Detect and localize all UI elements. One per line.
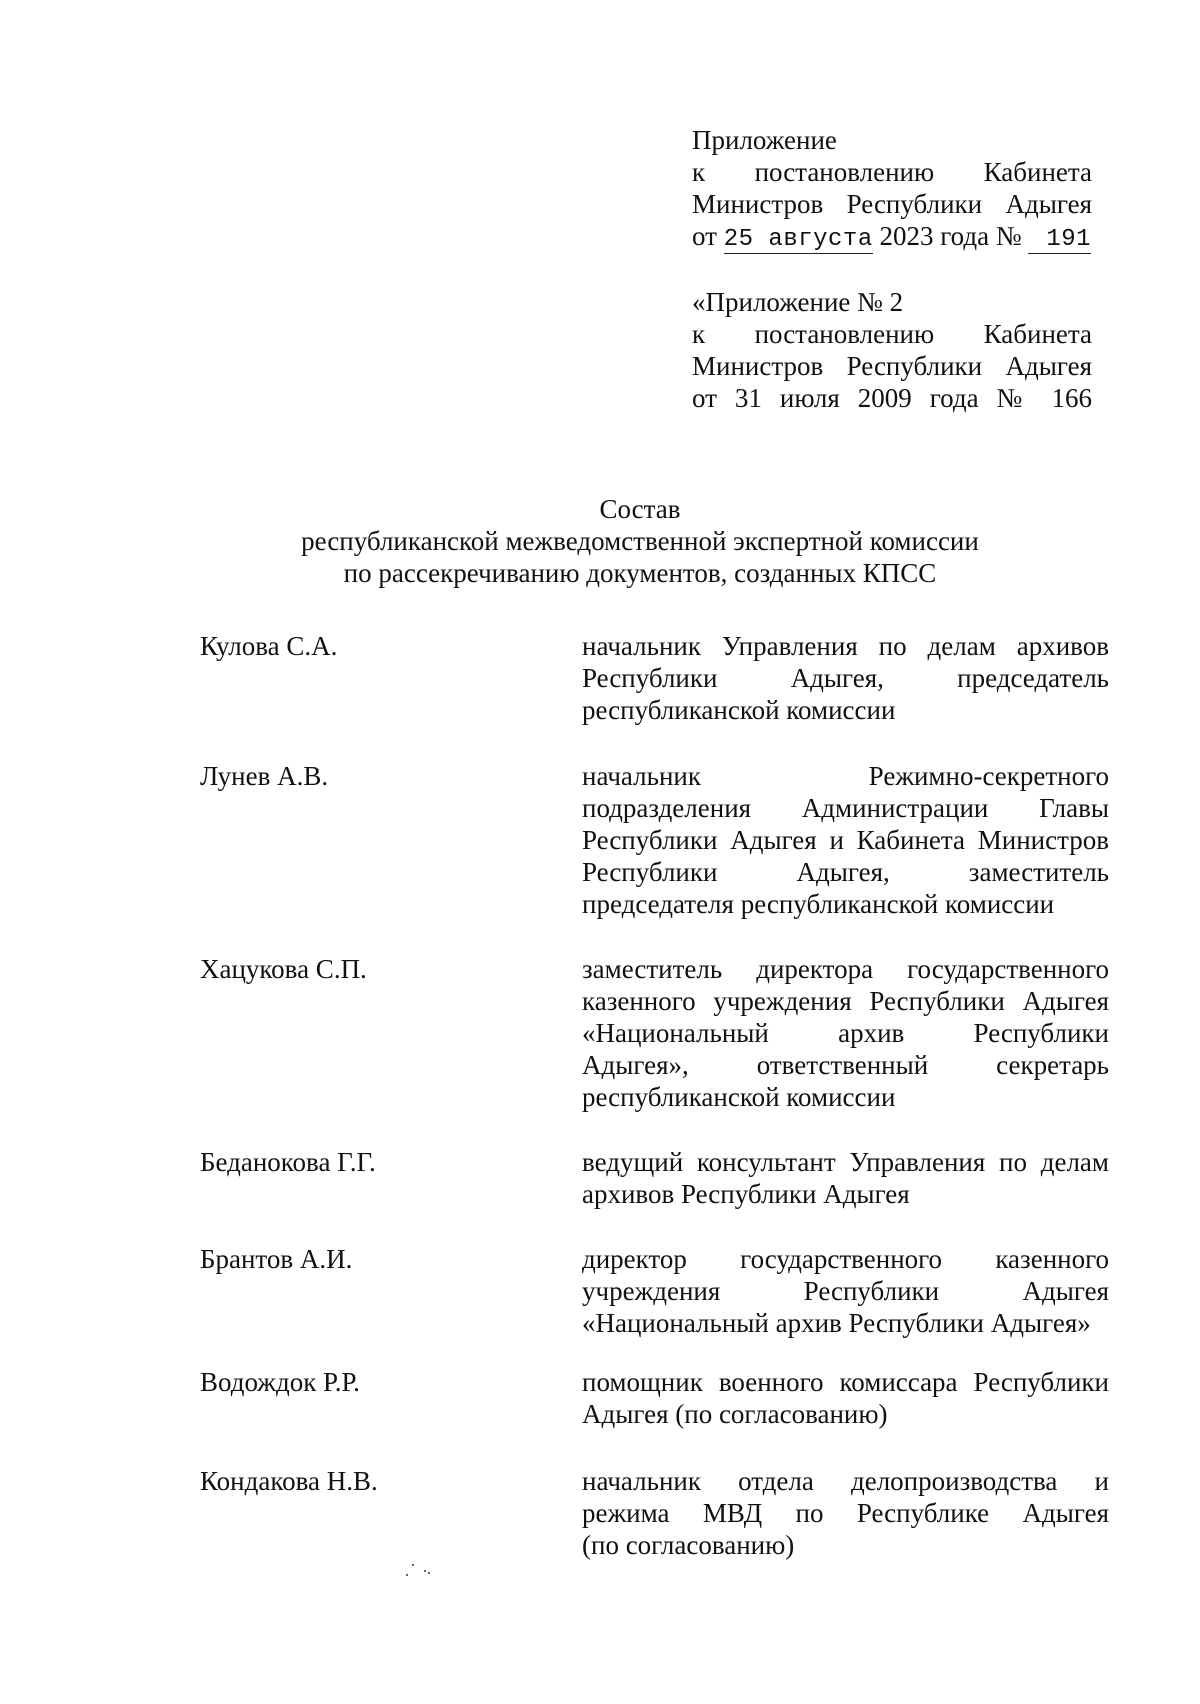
title-line-composition: Состав [599,494,681,524]
member-role [582,1465,1109,1561]
member-role-line: республиканской комиссии [582,1082,896,1112]
appendix-title: Приложение [692,125,837,155]
member-role-line: Адыгея (по согласованию) [582,1399,888,1429]
member-role [582,630,1109,726]
appendix-date-line [692,220,1092,252]
member-role [582,760,1109,920]
member-role [582,1243,1109,1339]
member-role-line: Республики Адыгея и Кабинета Министров [582,825,1109,855]
title-line-commission: республиканской межведомственной экспертной комиссии [301,526,979,556]
member-role-line: учреждения Республики Адыгея [582,1276,1109,1306]
member-role-line: начальник отдела делопроизводства и [582,1466,1109,1496]
appendix-ref-cabinet: Министров Республики Адыгея [692,351,1092,381]
member-role-line: Республики Адыгея, заместитель [582,857,1109,887]
member-role [582,1146,1109,1210]
member-name: Хацукова С.П. [200,954,367,984]
title-line-purpose: по рассекречиванию документов, созданных КПСС [343,558,937,588]
member-name: Водождок Р.Р. [200,1367,360,1397]
member-role-line: подразделения Администрации Главы [582,793,1109,823]
appendix-reference [692,286,1092,414]
appendix-header [692,124,1092,252]
member-name: Кулова С.А. [200,631,338,661]
appendix-date-prefix: от [692,221,717,251]
member-role-line: Республики Адыгея, председатель [582,663,1109,693]
member-name: Лунев А.В. [200,761,329,791]
member-role-line: казенного учреждения Республики Адыгея [582,986,1109,1016]
member-role-line: (по согласованию) [582,1530,795,1560]
member-role [582,1366,1109,1430]
appendix-number-value: 191 [1028,227,1091,254]
member-role-line: архивов Республики Адыгея [582,1179,910,1209]
appendix-ref-decree: к постановлению Кабинета [692,319,1092,349]
member-role-line: республиканской комиссии [582,695,896,725]
appendix-date-value: 25 августа [723,226,873,253]
appendix-line-cabinet: Министров Республики Адыгея [692,189,1092,219]
member-role-line: Адыгея», ответственный секретарь [582,1050,1109,1080]
document-title [100,493,1180,589]
member-name: Беданокова Г.Г. [200,1147,376,1177]
member-name: Кондакова Н.В. [200,1466,378,1496]
member-role-line: председателя республиканской комиссии [582,889,1055,919]
member-role-line: «Национальный архив Республики Адыгея» [582,1308,1091,1338]
member-role-line: режима МВД по Республике Адыгея [582,1498,1109,1528]
member-role-line: «Национальный архив Республики [582,1018,1109,1048]
appendix-ref-date: от 31 июля 2009 года № 166 [692,383,1092,413]
member-name: Брантов А.И. [200,1244,353,1274]
member-role-line: ведущий консультант Управления по делам [582,1147,1109,1177]
member-role-line: заместитель директора государственного [582,954,1109,984]
member-role-line: начальник Режимно-секретного [582,761,1109,791]
appendix-line-decree: к постановлению Кабинета [692,157,1092,187]
appendix-date-suffix: 2023 года № [879,221,1022,251]
member-role-line: директор государственного казенного [582,1244,1109,1274]
member-role [582,953,1109,1113]
member-role-line: начальник Управления по делам архивов [582,631,1109,661]
appendix-ref-title: «Приложение № 2 [692,287,904,317]
member-role-line: помощник военного комиссара Республики [582,1367,1109,1397]
